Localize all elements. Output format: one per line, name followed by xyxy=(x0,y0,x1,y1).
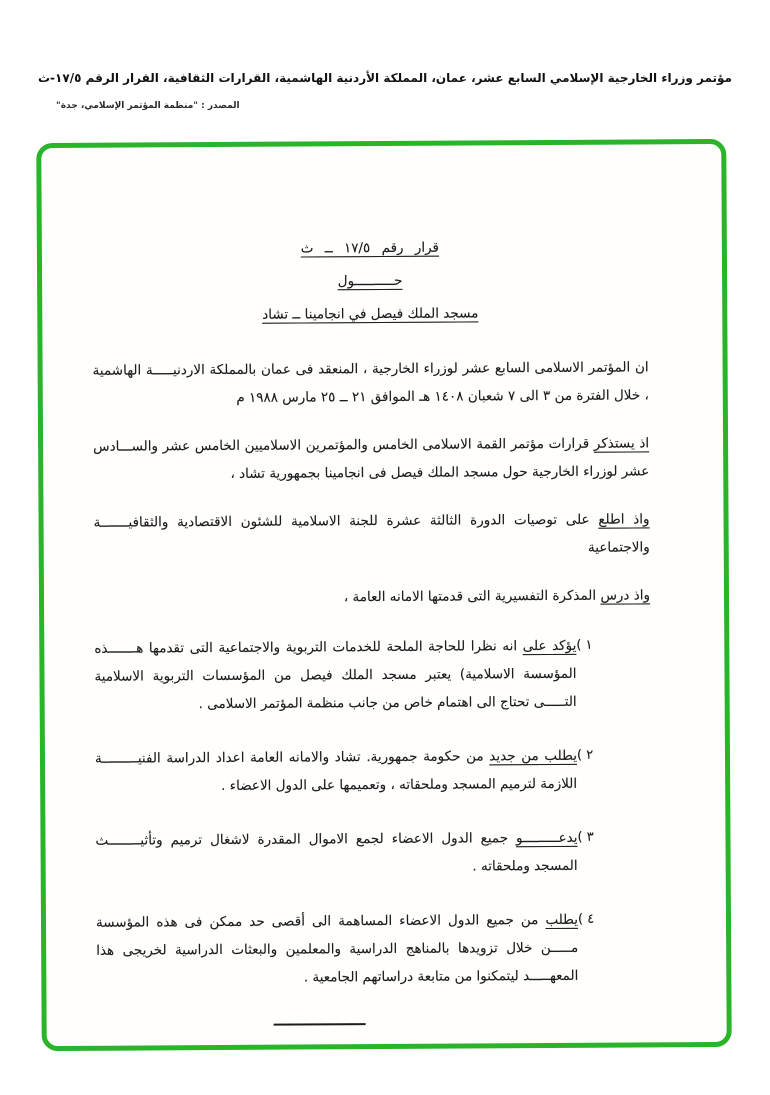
item-number: ( ١ xyxy=(576,637,593,653)
resolution-number: قرار رقم ١٧/٥ ــ ث xyxy=(300,239,440,257)
item-text xyxy=(94,632,577,719)
item-lead: يطلب من جديد xyxy=(489,747,578,765)
resolution-item-1 xyxy=(94,631,651,718)
preamble-paragraph-2 xyxy=(93,429,649,488)
item-number: ( ٢ xyxy=(576,747,594,763)
resolution-item-3 xyxy=(95,823,651,882)
preamble-lead: واذ درس xyxy=(600,587,651,604)
resolution-item-4 xyxy=(96,905,653,992)
title-hawla: حــــــــــول xyxy=(337,272,403,290)
item-lead: يدعـــــــــو xyxy=(515,829,578,847)
item-text xyxy=(95,742,577,801)
document-header: مؤتمر وزراء الخارجية الإسلامي السابع عشر، عمان، المملكة الأردنية الهاشمية، القرارات الثقافية، القرار الرقم ١٧/٥-ث xyxy=(38,71,732,85)
preamble-text: على توصيات الدورة الثالثة عشرة للجنة الاسلامية للشئون الاقتصادية والثقافيـــــــة والاجتماعية xyxy=(93,511,650,556)
preamble-text: المذكرة التفسيرية التى قدمتها الامانه العامة ، xyxy=(343,587,601,606)
item-lead: يؤكد على xyxy=(522,637,577,655)
title-hawla-line xyxy=(92,263,648,299)
preamble-paragraph-1 xyxy=(93,353,649,412)
item-lead: يطلب xyxy=(545,911,579,929)
item-text xyxy=(95,824,577,883)
preamble-text: ان المؤتمر الاسلامى السابع عشر لوزراء الخارجية ، المنعقد فى عمان بالمملكة الاردنيـــــة الهاشمية ، خلال الفترة من ٣ الى ٧ شعبان ١٤٠٨ هـ الموافق ٢١ ــ ٢٥ مارس ١٩٨٨ م xyxy=(92,359,649,406)
item-body: انه نظرا للحاجة الملحة للخدمات التربوية والاجتماعية التى تقدمها هـــــــذه المؤسسة الاسلامية) يعتبر مسجد الملك فيصل من المؤسسات التربوية الاسلامية التـــــى تحتاج الى اهتمام خاص من جانب منظمة المؤتمر الاسلامى . xyxy=(94,638,577,713)
item-body: من حكومة جمهورية. تشاد والامانه العامة اعداد الدراسة الفنيـــــــــة اللازمة لترميم المسجد وملحقاته ، وتعميمها على الدول الاعضاء . xyxy=(94,748,578,794)
resolution-items xyxy=(94,631,652,992)
item-body: جميع الدول الاعضاء لجمع الاموال المقدرة لاشغال ترميم وتأثيــــــــث المسجد وملحقاته . xyxy=(95,830,578,875)
title-subject: مسجد الملك فيصل في انجامينا ــ تشاد xyxy=(262,305,479,323)
source-line: المصدر : "منظمة المؤتمر الإسلامي، جدة" xyxy=(56,101,240,111)
item-text xyxy=(96,906,579,993)
green-border-frame xyxy=(36,139,732,1051)
preamble-paragraph-3 xyxy=(93,505,649,564)
resolution-number-line xyxy=(92,230,648,266)
item-number: ( ٣ xyxy=(577,829,594,845)
resolution-title-block xyxy=(92,230,649,332)
preamble-paragraph-4 xyxy=(94,581,650,612)
preamble-text: قرارات مؤتمر القمة الاسلامى الخامس والمؤتمرين الاسلاميين الخامس عشر والســـادس عشر لوزراء الخارجية حول مسجد الملك فيصل فى انجامينا بجمهورية تشاد ، xyxy=(93,435,650,482)
item-number: ( ٤ xyxy=(577,911,595,927)
title-subject-line xyxy=(92,296,648,332)
resolution-item-2 xyxy=(95,741,651,800)
item-body: من جميع الدول الاعضاء المساهمة الى أقصى حد ممكن فى هذه المؤسسة مـــــن خلال تزويدها بالمناهج الدراسية والمعلمين والبعثات الدراسية لخريجى هذا المعهـــــد ليتمكنوا من متابعة دراساتهم الجامعية . xyxy=(95,912,579,986)
preamble-lead: واذ اطلع xyxy=(598,511,650,528)
scanned-document xyxy=(41,144,726,1046)
preamble-lead: اذ يستذكر xyxy=(593,435,650,452)
closing-rule xyxy=(274,1023,366,1026)
